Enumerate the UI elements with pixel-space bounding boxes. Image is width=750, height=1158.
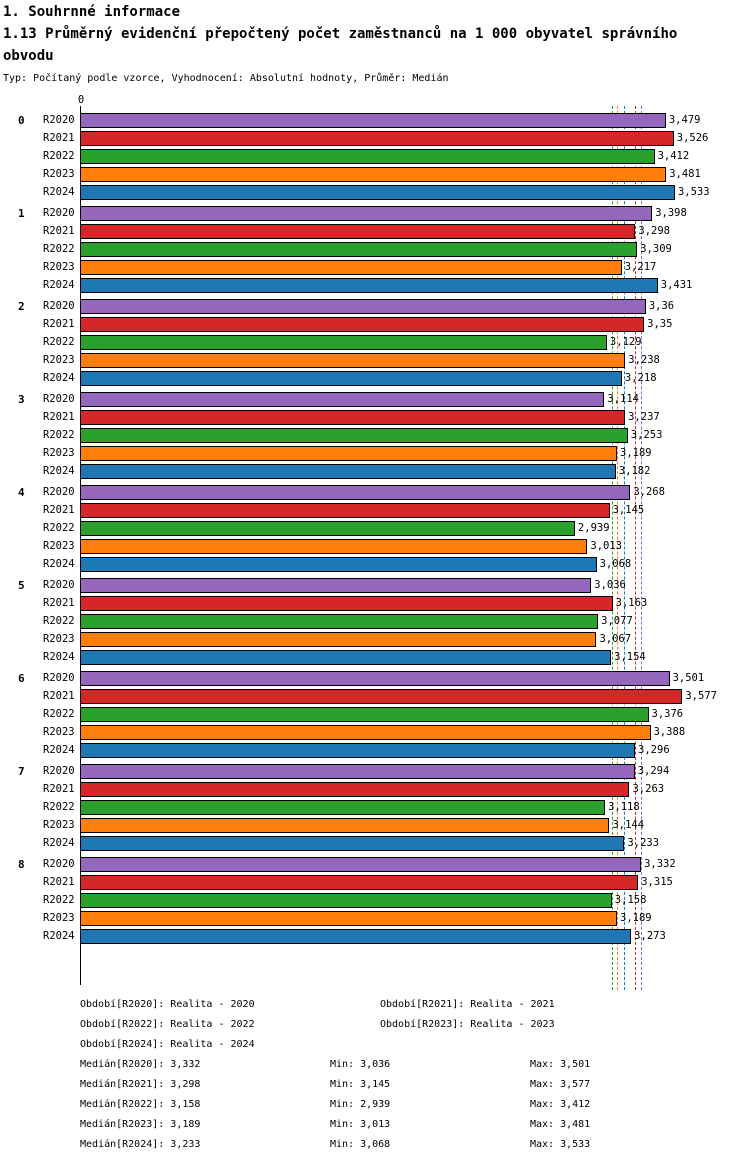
bar-r2021-group-3 [80, 410, 625, 425]
bar-value-label: 3,526 [676, 132, 709, 144]
group-label: 3 [18, 393, 25, 406]
statistics [80, 1055, 740, 1155]
series-tick-label: R2023 [43, 447, 75, 459]
legend-entry: Období[R2020]: Realita - 2020 [80, 999, 255, 1010]
stat-row [80, 1135, 740, 1155]
bar-r2022-group-1 [80, 242, 637, 257]
bar-row [18, 578, 750, 593]
bar-row [43, 689, 750, 704]
bar-r2023-group-5 [80, 632, 596, 647]
bar-row [43, 242, 750, 257]
stat-entry: Max: 3,577 [530, 1079, 591, 1090]
bar-value-label: 3,294 [637, 765, 670, 777]
bar-group-6 [18, 671, 750, 758]
series-tick-label: R2020 [43, 393, 75, 405]
series-tick-label: R2022 [43, 150, 75, 162]
bar-value-label: 3,218 [624, 372, 657, 384]
series-tick-label: R2021 [43, 690, 75, 702]
bar-row [43, 743, 750, 758]
bar-value-label: 3,36 [648, 300, 675, 312]
bar-value-label: 3,189 [620, 912, 652, 924]
legend-entry: Období[R2022]: Realita - 2022 [80, 1019, 255, 1030]
bar-value-label: 3,577 [685, 690, 717, 702]
bar-value-label: 3,35 [647, 318, 673, 330]
series-tick-label: R2023 [43, 354, 75, 366]
bar-value-label: 3,144 [612, 819, 645, 831]
bar-value-label: 3,013 [590, 540, 622, 552]
bar-value-label: 3,388 [653, 726, 686, 738]
bar-value-label: 3,118 [608, 801, 640, 813]
bar-r2020-group-4 [80, 485, 630, 500]
legend-row [80, 995, 740, 1015]
bar-row [43, 707, 750, 722]
bar-row [18, 764, 750, 779]
bar-r2020-group-8 [80, 857, 641, 872]
series-tick-label: R2021 [43, 318, 75, 330]
group-label: 2 [18, 300, 25, 313]
bar-value-label: 3,263 [632, 783, 665, 795]
bar-r2023-group-6 [80, 725, 651, 740]
stat-entry: Min: 3,013 [330, 1119, 391, 1130]
bar-r2022-group-3 [80, 428, 628, 443]
stat-entry: Max: 3,481 [530, 1119, 591, 1130]
bar-r2020-group-3 [80, 392, 604, 407]
bar-row [43, 614, 750, 629]
bar-r2020-group-6 [80, 671, 670, 686]
series-tick-label: R2023 [43, 912, 75, 924]
bar-value-label: 3,217 [624, 261, 657, 273]
bar-row [43, 131, 750, 146]
stat-row [80, 1055, 740, 1075]
bar-row [18, 485, 750, 500]
bar-value-label: 3,077 [601, 615, 633, 627]
stat-row [80, 1075, 740, 1095]
series-tick-label: R2021 [43, 411, 75, 423]
bar-row [43, 557, 750, 572]
series-tick-label: R2022 [43, 615, 75, 627]
bar-group-3 [18, 392, 750, 479]
bar-r2020-group-7 [80, 764, 635, 779]
bar-row [43, 875, 750, 890]
bar-row [43, 893, 750, 908]
series-tick-label: R2020 [43, 486, 75, 498]
group-label: 7 [18, 765, 25, 778]
bar-r2022-group-5 [80, 614, 598, 629]
series-tick-label: R2020 [43, 114, 75, 126]
bar-row [43, 428, 750, 443]
series-tick-label: R2023 [43, 168, 75, 180]
bar-r2022-group-4 [80, 521, 575, 536]
bar-r2024-group-1 [80, 278, 658, 293]
bar-r2021-group-7 [80, 782, 629, 797]
bar-value-label: 3,309 [640, 243, 672, 255]
bar-value-label: 3,158 [614, 894, 647, 906]
legend-row [80, 1035, 740, 1055]
series-tick-label: R2023 [43, 726, 75, 738]
bar-row [43, 539, 750, 554]
bar-r2022-group-7 [80, 800, 605, 815]
bar-row [43, 260, 750, 275]
bar-r2022-group-2 [80, 335, 607, 350]
bar-r2022-group-6 [80, 707, 649, 722]
report-section-title: 1. Souhrnné informace [3, 4, 181, 20]
bar-row [18, 299, 750, 314]
bar-row [43, 185, 750, 200]
bar-row [43, 929, 750, 944]
bar-r2024-group-3 [80, 464, 616, 479]
bar-value-label: 3,431 [660, 279, 693, 291]
stat-entry: Min: 3,036 [330, 1059, 391, 1070]
bar-row [43, 317, 750, 332]
bar-value-label: 3,154 [614, 651, 646, 663]
series-tick-label: R2024 [43, 837, 75, 849]
group-label: 5 [18, 579, 25, 592]
stat-entry: Min: 3,068 [330, 1139, 391, 1150]
bar-group-4 [18, 485, 750, 572]
bar-row [43, 446, 750, 461]
series-tick-label: R2020 [43, 207, 75, 219]
series-tick-label: R2020 [43, 858, 75, 870]
series-tick-label: R2024 [43, 186, 75, 198]
series-tick-label: R2021 [43, 876, 75, 888]
stat-row [80, 1115, 740, 1135]
series-tick-label: R2021 [43, 597, 75, 609]
bar-row [43, 503, 750, 518]
bar-r2024-group-7 [80, 836, 624, 851]
bar-r2021-group-2 [80, 317, 644, 332]
bar-row [43, 353, 750, 368]
bar-value-label: 3,412 [657, 150, 690, 162]
series-tick-label: R2020 [43, 765, 75, 777]
bar-r2024-group-8 [80, 929, 631, 944]
bar-chart [0, 94, 750, 985]
report-header [3, 2, 747, 86]
bar-row [43, 818, 750, 833]
series-tick-label: R2022 [43, 336, 75, 348]
bar-value-label: 3,481 [669, 168, 701, 180]
bar-value-label: 3,376 [651, 708, 684, 720]
bar-value-label: 3,268 [633, 486, 665, 498]
series-tick-label: R2021 [43, 132, 75, 144]
bar-group-5 [18, 578, 750, 665]
series-tick-label: R2021 [43, 783, 75, 795]
bar-row [43, 836, 750, 851]
bar-r2022-group-0 [80, 149, 655, 164]
bar-r2024-group-0 [80, 185, 675, 200]
bar-group-0 [18, 113, 750, 200]
bar-value-label: 3,189 [620, 447, 652, 459]
bar-value-label: 3,182 [618, 465, 651, 477]
stat-entry: Max: 3,412 [530, 1099, 591, 1110]
series-tick-label: R2024 [43, 930, 75, 942]
bar-r2023-group-4 [80, 539, 587, 554]
bar-value-label: 3,114 [607, 393, 639, 405]
bar-row [43, 278, 750, 293]
bar-row [43, 911, 750, 926]
bar-value-label: 3,233 [627, 837, 660, 849]
bar-value-label: 3,298 [638, 225, 670, 237]
bar-row [43, 521, 750, 536]
series-tick-label: R2022 [43, 708, 75, 720]
bar-r2020-group-2 [80, 299, 646, 314]
bar-row [43, 632, 750, 647]
series-tick-label: R2020 [43, 300, 75, 312]
bar-r2023-group-8 [80, 911, 617, 926]
bar-value-label: 3,315 [641, 876, 673, 888]
series-tick-label: R2024 [43, 465, 75, 477]
bar-value-label: 3,533 [677, 186, 710, 198]
chart-meta-line: Typ: Počítaný podle vzorce, Vyhodnocení: Absolutní hodnoty, Průměr: Medián [3, 73, 449, 84]
bar-value-label: 3,479 [668, 114, 701, 126]
bar-r2020-group-1 [80, 206, 652, 221]
bar-r2023-group-0 [80, 167, 666, 182]
group-label: 1 [18, 207, 25, 220]
x-axis-origin-tick-label: 0 [77, 94, 85, 106]
bar-r2024-group-5 [80, 650, 611, 665]
bar-r2024-group-4 [80, 557, 597, 572]
bar-row [18, 857, 750, 872]
bar-row [18, 206, 750, 221]
bar-row [43, 725, 750, 740]
bar-r2021-group-1 [80, 224, 635, 239]
bar-row [43, 410, 750, 425]
series-tick-label: R2023 [43, 540, 75, 552]
bar-row [43, 167, 750, 182]
bar-value-label: 3,332 [644, 858, 676, 870]
bar-row [18, 392, 750, 407]
bar-value-label: 3,067 [599, 633, 632, 645]
series-tick-label: R2024 [43, 558, 75, 570]
group-label: 4 [18, 486, 25, 499]
legend-entry: Období[R2023]: Realita - 2023 [380, 1019, 555, 1030]
bar-r2021-group-4 [80, 503, 610, 518]
series-tick-label: R2023 [43, 261, 75, 273]
bar-r2023-group-7 [80, 818, 609, 833]
series-tick-label: R2023 [43, 819, 75, 831]
bar-value-label: 3,145 [612, 504, 645, 516]
bar-value-label: 3,163 [615, 597, 648, 609]
legend-row [80, 1015, 740, 1035]
bar-row [43, 650, 750, 665]
bar-r2020-group-5 [80, 578, 591, 593]
stat-entry: Max: 3,501 [530, 1059, 591, 1070]
bar-r2022-group-8 [80, 893, 612, 908]
bar-group-1 [18, 206, 750, 293]
bar-group-8 [18, 857, 750, 944]
series-tick-label: R2020 [43, 672, 75, 684]
chart-plot-area [18, 113, 750, 950]
series-tick-label: R2024 [43, 372, 75, 384]
stat-entry: Min: 2,939 [330, 1099, 391, 1110]
bar-row [43, 464, 750, 479]
group-label: 0 [18, 114, 25, 127]
legend-entry: Období[R2024]: Realita - 2024 [80, 1039, 255, 1050]
bar-r2021-group-8 [80, 875, 638, 890]
chart-title: 1.13 Průměrný evidenční přepočtený počet zaměstnanců na 1 000 obyvatel správního obvodu [3, 26, 678, 64]
bar-row [43, 596, 750, 611]
bar-row [43, 335, 750, 350]
bar-value-label: 3,501 [672, 672, 705, 684]
chart-footer [80, 995, 740, 1155]
bar-value-label: 3,068 [599, 558, 632, 570]
bar-group-7 [18, 764, 750, 851]
bar-value-label: 3,253 [630, 429, 663, 441]
bar-value-label: 3,238 [628, 354, 660, 366]
series-tick-label: R2021 [43, 504, 75, 516]
stat-entry: Medián[R2024]: 3,233 [80, 1139, 201, 1150]
legend-entry: Období[R2021]: Realita - 2021 [380, 999, 555, 1010]
bar-row [43, 224, 750, 239]
series-tick-label: R2022 [43, 429, 75, 441]
bar-value-label: 3,129 [609, 336, 642, 348]
series-tick-label: R2024 [43, 744, 75, 756]
bar-value-label: 3,036 [594, 579, 626, 591]
group-label: 8 [18, 858, 25, 871]
series-tick-label: R2024 [43, 651, 75, 663]
stat-entry: Medián[R2022]: 3,158 [80, 1099, 201, 1110]
bar-r2020-group-0 [80, 113, 666, 128]
bar-value-label: 3,398 [655, 207, 687, 219]
stat-entry: Medián[R2021]: 3,298 [80, 1079, 201, 1090]
bar-value-label: 3,237 [628, 411, 660, 423]
stat-entry: Medián[R2023]: 3,189 [80, 1119, 201, 1130]
series-tick-label: R2022 [43, 243, 75, 255]
stat-entry: Max: 3,533 [530, 1139, 591, 1150]
bar-r2024-group-6 [80, 743, 635, 758]
series-tick-label: R2023 [43, 633, 75, 645]
bar-r2021-group-5 [80, 596, 613, 611]
bar-row [43, 149, 750, 164]
legend [80, 995, 740, 1055]
bar-r2021-group-6 [80, 689, 682, 704]
series-tick-label: R2020 [43, 579, 75, 591]
stat-entry: Min: 3,145 [330, 1079, 391, 1090]
bar-row [43, 800, 750, 815]
series-tick-label: R2021 [43, 225, 75, 237]
bar-r2024-group-2 [80, 371, 622, 386]
series-tick-label: R2024 [43, 279, 75, 291]
bar-value-label: 3,296 [638, 744, 670, 756]
bar-value-label: 2,939 [577, 522, 610, 534]
bar-r2023-group-3 [80, 446, 617, 461]
bar-r2023-group-2 [80, 353, 625, 368]
bar-group-2 [18, 299, 750, 386]
bar-r2023-group-1 [80, 260, 622, 275]
bar-row [18, 671, 750, 686]
series-tick-label: R2022 [43, 801, 75, 813]
bar-r2021-group-0 [80, 131, 674, 146]
bar-value-label: 3,273 [634, 930, 666, 942]
group-label: 6 [18, 672, 25, 685]
bar-row [18, 113, 750, 128]
bar-row [43, 371, 750, 386]
stat-row [80, 1095, 740, 1115]
stat-entry: Medián[R2020]: 3,332 [80, 1059, 201, 1070]
series-tick-label: R2022 [43, 894, 75, 906]
series-tick-label: R2022 [43, 522, 75, 534]
bar-row [43, 782, 750, 797]
